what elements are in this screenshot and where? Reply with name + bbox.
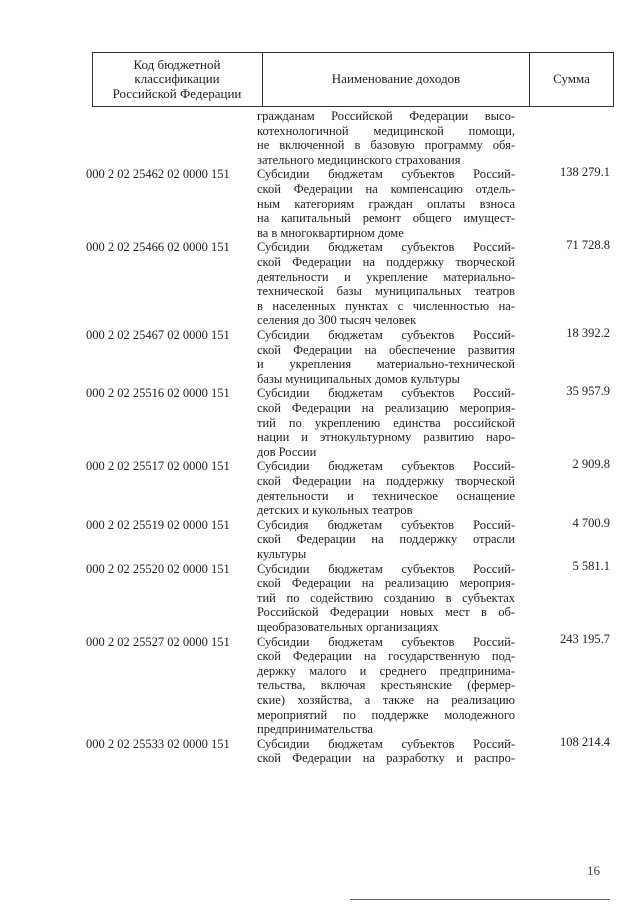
description-line: щеобразовательных организациях (257, 619, 439, 634)
description-line: Субсидии бюджетам субъектов Россий- (257, 328, 515, 342)
income-description (257, 459, 515, 517)
header-sum: Сумма (553, 71, 590, 87)
income-description (257, 562, 515, 635)
description-line: деятельности и укрепление материально- (257, 269, 515, 284)
description-line: в населенных пунктах с численностью на- (257, 298, 515, 313)
description-line: Субсидии бюджетам субъектов Россий- (257, 167, 515, 182)
description-line: базы муниципальных домов культуры (257, 371, 460, 386)
description-line: Субсидии бюджетам субъектов Россий- (257, 561, 515, 576)
description-line: и укрепления материально-технической (257, 357, 515, 372)
description-line: ской Федерации на компенсацию отдель- (257, 181, 515, 196)
amount: 71 728.8 (566, 238, 610, 253)
description-line: деятельности и техническое оснащение (257, 488, 515, 503)
description-line: Субсидии бюджетам субъектов Россий- (257, 634, 515, 649)
description-line: ской Федерации на поддержку творческой (257, 254, 515, 269)
budget-code: 000 2 02 25462 02 0000 151 (86, 167, 230, 182)
amount: 35 957.9 (566, 384, 610, 399)
amount: 4 700.9 (572, 515, 610, 530)
header-code-line: Код бюджетной (133, 56, 221, 72)
budget-code: 000 2 02 25516 02 0000 151 (86, 386, 230, 401)
description-line: Субсидии бюджетам субъектов Россий- (257, 386, 515, 401)
budget-code: 000 2 02 25467 02 0000 151 (86, 328, 230, 342)
budget-code: 000 2 02 25527 02 0000 151 (86, 634, 230, 649)
description-line: Субсидии бюджетам субъектов Россий- (257, 240, 515, 255)
income-description (257, 240, 515, 328)
budget-code: 000 2 02 25519 02 0000 151 (86, 517, 230, 532)
amount: 138 279.1 (560, 165, 610, 180)
description-line: детских и кукольных театров (257, 503, 413, 518)
description-line: нации и этнокультурному развитию наро- (257, 430, 515, 445)
description-line: ской Федерации на разработку и распро- (257, 751, 515, 766)
description-line: ным категориям граждан оплаты взноса (257, 196, 515, 211)
amount: 108 214.4 (560, 734, 610, 749)
description-line: котехнологичной медицинской помощи, (257, 123, 515, 138)
description-line: селения до 300 тысяч человек (257, 313, 417, 328)
description-line: дов России (257, 444, 317, 459)
page-number: 16 (587, 863, 600, 878)
description-line: тий по укреплению единства российской (257, 415, 515, 430)
description-line: гражданам Российской Федерации высо- (257, 109, 515, 123)
description-line: тий по содействию созданию в субъектах (257, 590, 515, 605)
income-description (257, 167, 515, 240)
description-line: Субсидии бюджетам субъектов Россий- (257, 459, 515, 474)
income-description (257, 386, 515, 459)
description-line: не включенной в базовую программу обя- (257, 138, 515, 153)
description-line: культуры (257, 546, 307, 561)
income-description (257, 328, 515, 386)
income-description (257, 737, 515, 766)
description-line: Российской Федерации новых мест в об- (257, 605, 515, 620)
header-code-line: Российской Федерации (112, 85, 242, 101)
description-line: ской Федерации на обеспечение развития (257, 342, 515, 357)
description-line: Субсидия бюджетам субъектов Россий- (257, 517, 515, 532)
budget-code: 000 2 02 25517 02 0000 151 (86, 459, 230, 474)
description-line: ские) хозяйства, а также на реализацию (257, 692, 515, 707)
income-description (257, 518, 515, 562)
table-header (92, 52, 614, 107)
amount: 18 392.2 (566, 325, 610, 340)
description-line: мероприятий по поддержке молодежного (257, 707, 515, 722)
description-line: ской Федерации на реализацию мероприя- (257, 400, 515, 415)
description-line: ской Федерации на поддержку отрасли (257, 532, 515, 547)
description-line: держку малого и среднего предпринима- (257, 663, 515, 678)
description-line: ской Федерации на реализацию мероприя- (257, 576, 515, 591)
description-line: ской Федерации на поддержку творческой (257, 473, 515, 488)
header-name: Наименование доходов (331, 71, 461, 87)
description-line: ва в многоквартирном доме (257, 225, 404, 240)
amount: 5 581.1 (572, 559, 610, 574)
amount: 243 195.7 (560, 632, 610, 647)
budget-code: 000 2 02 25466 02 0000 151 (86, 240, 230, 255)
scan-edge-line (350, 899, 610, 900)
description-line: предпринимательства (257, 722, 373, 737)
income-description (257, 635, 515, 737)
description-line: тельства, включая крестьянские (фермер- (257, 678, 515, 693)
description-line: Субсидии бюджетам субъектов Россий- (257, 736, 515, 751)
header-code (92, 52, 262, 107)
income-description (257, 109, 515, 167)
description-line: зательного медицинского страхования (257, 152, 461, 167)
description-line: технической базы муниципальных театров (257, 284, 515, 299)
budget-code: 000 2 02 25520 02 0000 151 (86, 561, 230, 576)
amount: 2 909.8 (572, 457, 610, 472)
description-line: на капитальный ремонт общего имущест- (257, 211, 515, 226)
header-code-line: классификации (134, 71, 220, 87)
description-line: ской Федерации на государственную под- (257, 649, 515, 664)
budget-code: 000 2 02 25533 02 0000 151 (86, 736, 230, 751)
